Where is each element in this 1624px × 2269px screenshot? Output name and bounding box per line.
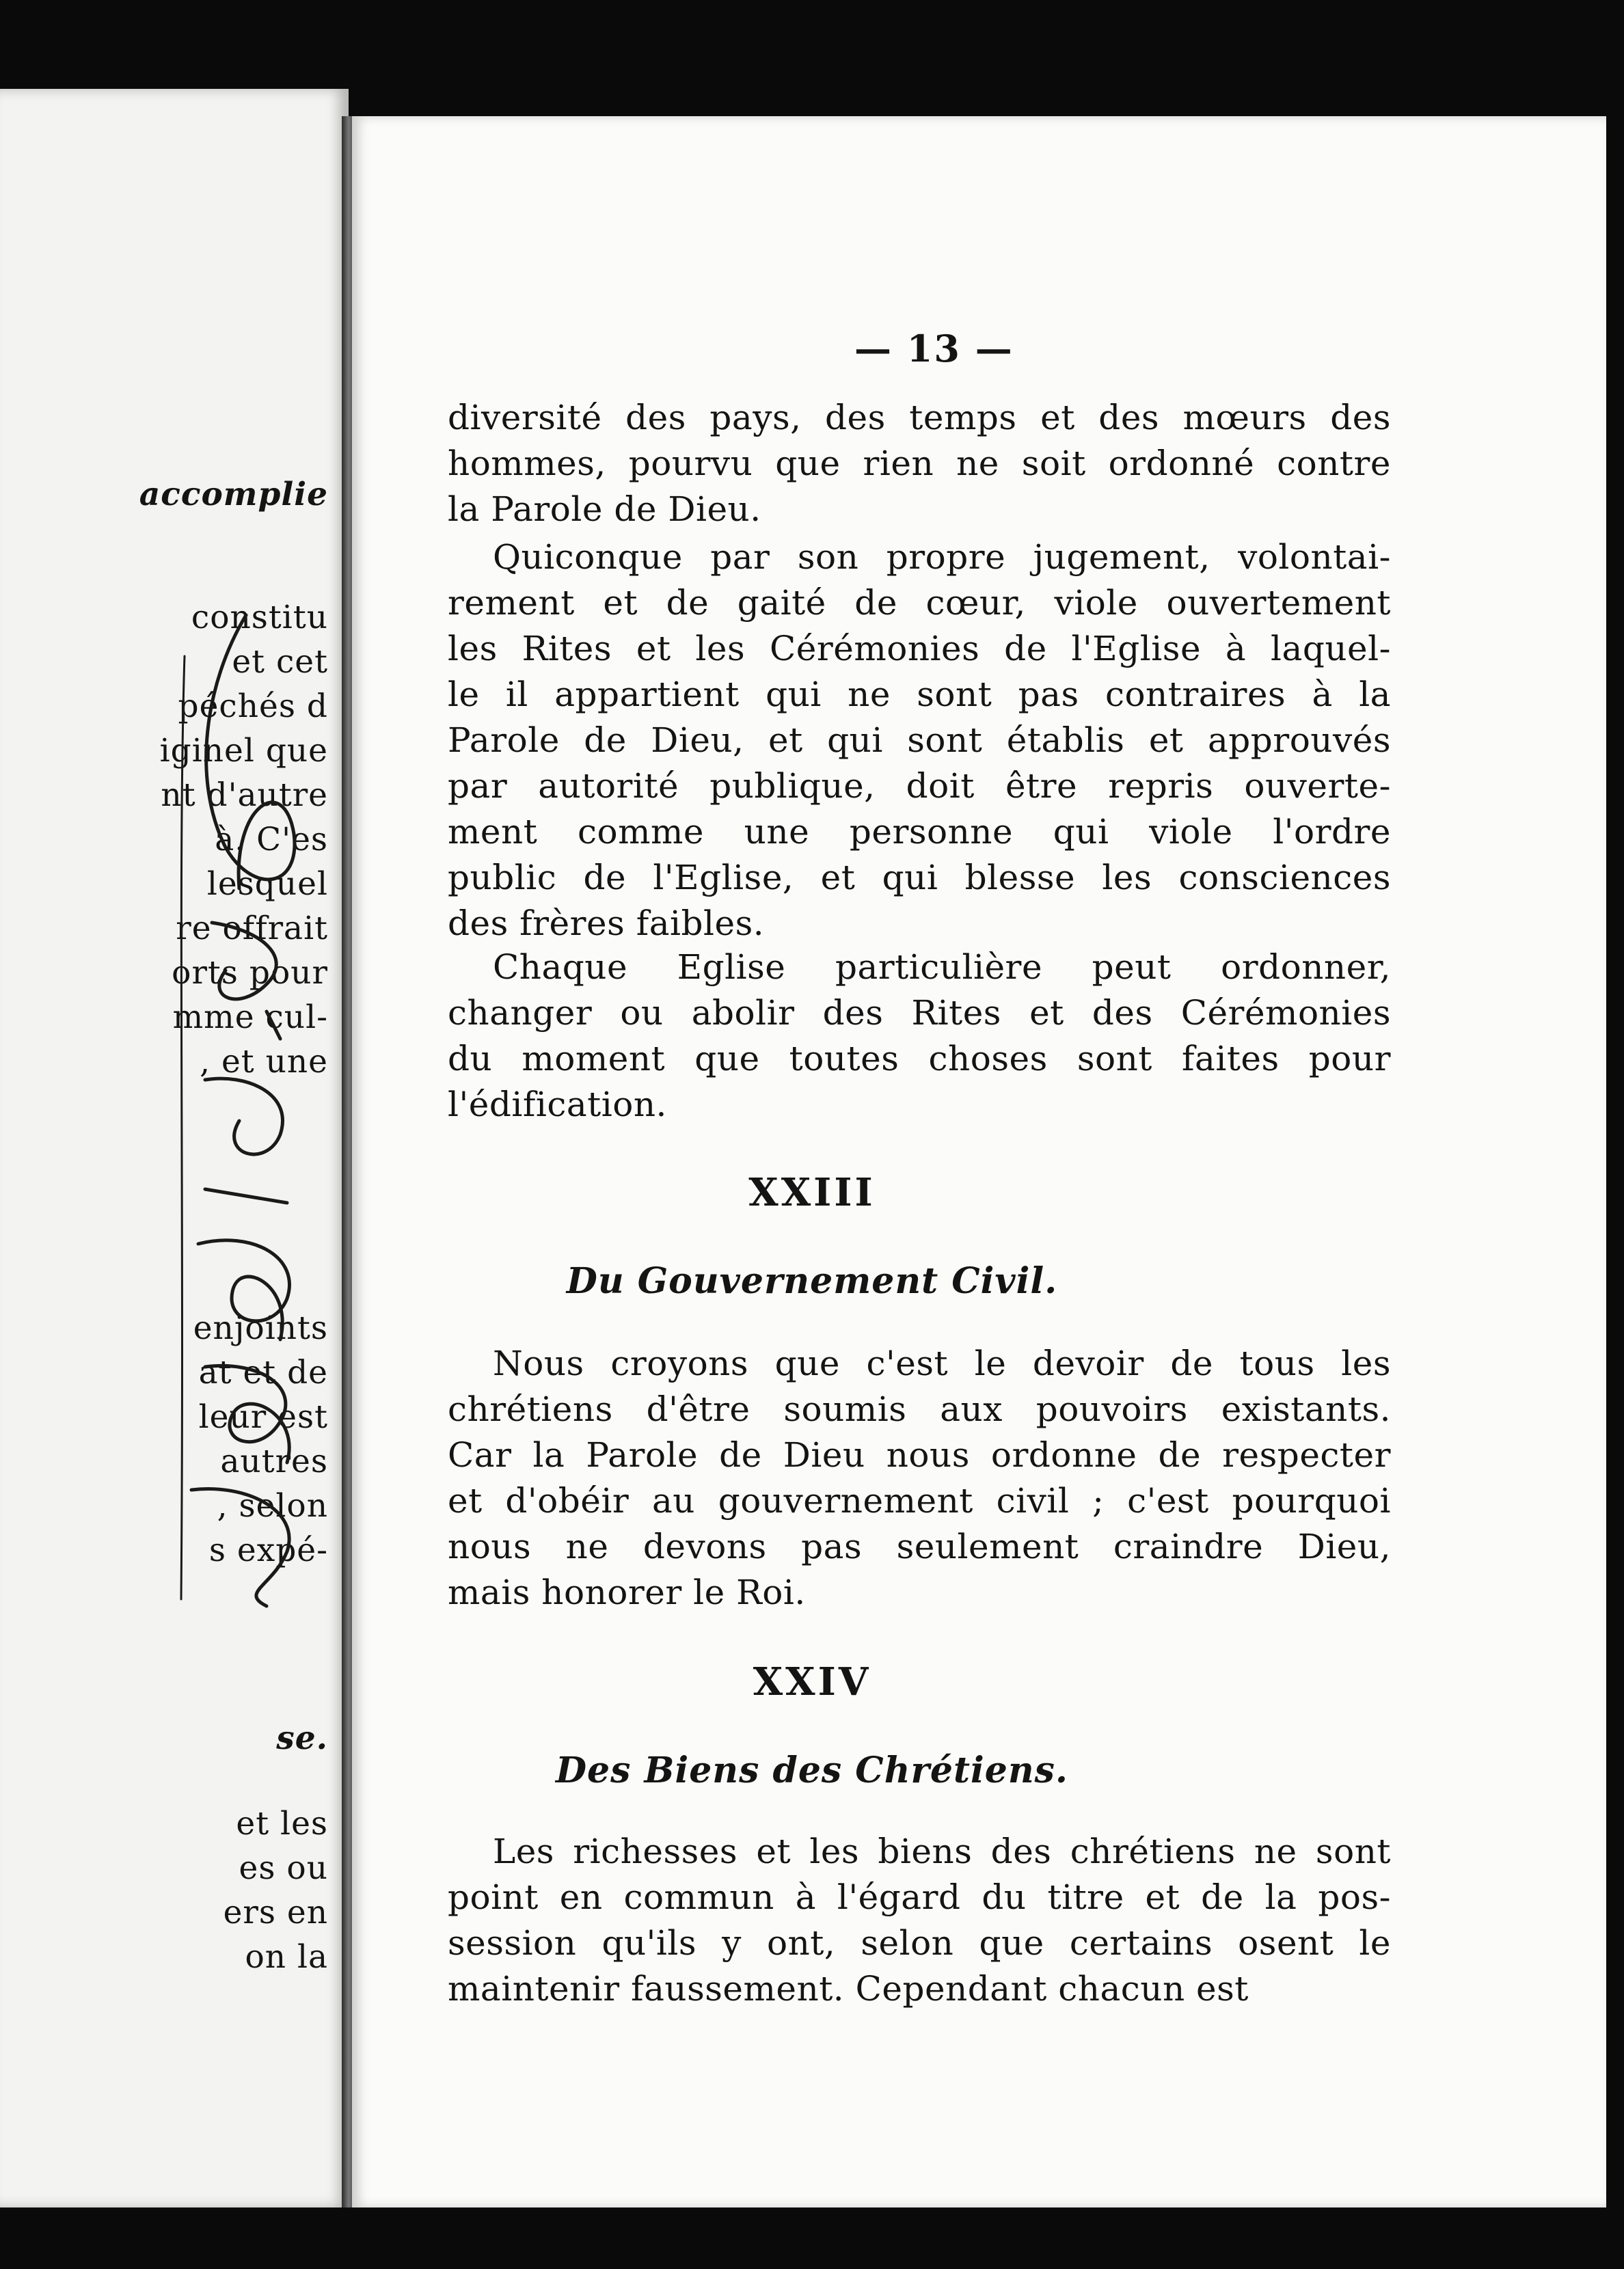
text-line: Chaque Eglise particulière peut ordonner, xyxy=(493,947,1391,987)
text-line: chrétiens d'être soumis aux pouvoirs existants. xyxy=(448,1389,1391,1429)
text-line: public de l'Eglise, et qui blesse les consciences xyxy=(448,858,1391,897)
left-page-line: à. C'es xyxy=(215,821,328,858)
text-line: ment comme une personne qui viole l'ordre xyxy=(448,812,1391,852)
left-page-line: es ou xyxy=(239,1849,328,1887)
text-line: l'édification. xyxy=(448,1085,667,1124)
text-line: les Rites et les Cérémonies de l'Eglise à laquel- xyxy=(448,629,1391,668)
text-line: Parole de Dieu, et qui sont établis et approuvés xyxy=(448,720,1391,760)
left-page-line: at et de xyxy=(198,1354,328,1391)
page-number: — 13 — xyxy=(854,327,1014,370)
text-line: par autorité publique, doit être repris ouverte- xyxy=(448,766,1391,806)
left-page-line: accomplie xyxy=(139,476,328,513)
text-line: changer ou abolir des Rites et des Cérémonies xyxy=(448,993,1391,1033)
paragraph-eglise xyxy=(448,945,1391,1128)
left-page-line: et les xyxy=(236,1805,328,1843)
paragraph-gouvernement xyxy=(448,1341,1391,1616)
text-line: Nous croyons que c'est le devoir de tous les xyxy=(493,1344,1391,1383)
text-line: des frères faibles. xyxy=(448,903,765,943)
left-page-line: , selon xyxy=(217,1487,328,1525)
text-line: Quiconque par son propre jugement, volontai- xyxy=(493,537,1391,577)
text-line: diversité des pays, des temps et des mœurs des xyxy=(448,398,1391,437)
left-page-line: re offrait xyxy=(176,910,328,947)
text-line: la Parole de Dieu. xyxy=(448,489,761,529)
left-page-line: se. xyxy=(276,1720,328,1757)
left-page-line: ers en xyxy=(223,1894,328,1931)
left-page-line: enjoints xyxy=(193,1309,328,1347)
text-line: session qu'ils y ont, selon que certains osent le xyxy=(448,1923,1391,1963)
text-line: point en commun à l'égard du titre et de la pos- xyxy=(448,1877,1391,1917)
left-page-line: autres xyxy=(220,1443,328,1480)
text-line: maintenir faussement. Cependant chacun est xyxy=(448,1969,1249,2009)
text-line: Car la Parole de Dieu nous ordonne de respecter xyxy=(448,1435,1391,1475)
left-page-line: leur est xyxy=(198,1398,328,1436)
text-line: mais honorer le Roi. xyxy=(448,1573,806,1612)
left-page xyxy=(0,89,349,2207)
left-page-line: et cet xyxy=(232,643,328,681)
text-line: rement et de gaité de cœur, viole ouvertement xyxy=(448,583,1391,623)
section-number-xxiii: XXIII xyxy=(748,1170,876,1215)
section-title-gouvernement: Du Gouvernement Civil. xyxy=(566,1260,1058,1302)
left-page-line: s expé- xyxy=(208,1532,328,1569)
left-page-line: nt d'autre xyxy=(161,776,328,814)
paragraph-continuation xyxy=(448,395,1391,532)
left-page-line: péchés d xyxy=(178,688,328,725)
text-line: le il appartient qui ne sont pas contraires à la xyxy=(448,675,1391,714)
text-line: et d'obéir au gouvernement civil ; c'est pourquoi xyxy=(448,1481,1391,1521)
text-line: hommes, pourvu que rien ne soit ordonné contre xyxy=(448,444,1391,483)
left-page-line: mme cul- xyxy=(172,998,328,1036)
section-title-biens: Des Biens des Chrétiens. xyxy=(555,1750,1069,1791)
text-line: Les richesses et les biens des chrétiens ne sont xyxy=(493,1832,1391,1871)
left-page-line: orts pour xyxy=(172,954,328,992)
section-number-xxiv: XXIV xyxy=(753,1659,871,1704)
text-line: du moment que toutes choses sont faites pour xyxy=(448,1039,1391,1078)
left-page-line: lesquel xyxy=(206,865,328,903)
paragraph-biens xyxy=(448,1829,1391,2012)
paragraph-rites xyxy=(448,534,1391,947)
left-page-line: constitu xyxy=(191,599,328,636)
text-line: nous ne devons pas seulement craindre Dieu, xyxy=(448,1527,1391,1566)
left-page-line: on la xyxy=(245,1938,328,1976)
left-page-line: iginel que xyxy=(159,732,328,770)
left-page-line: , et une xyxy=(200,1043,328,1081)
